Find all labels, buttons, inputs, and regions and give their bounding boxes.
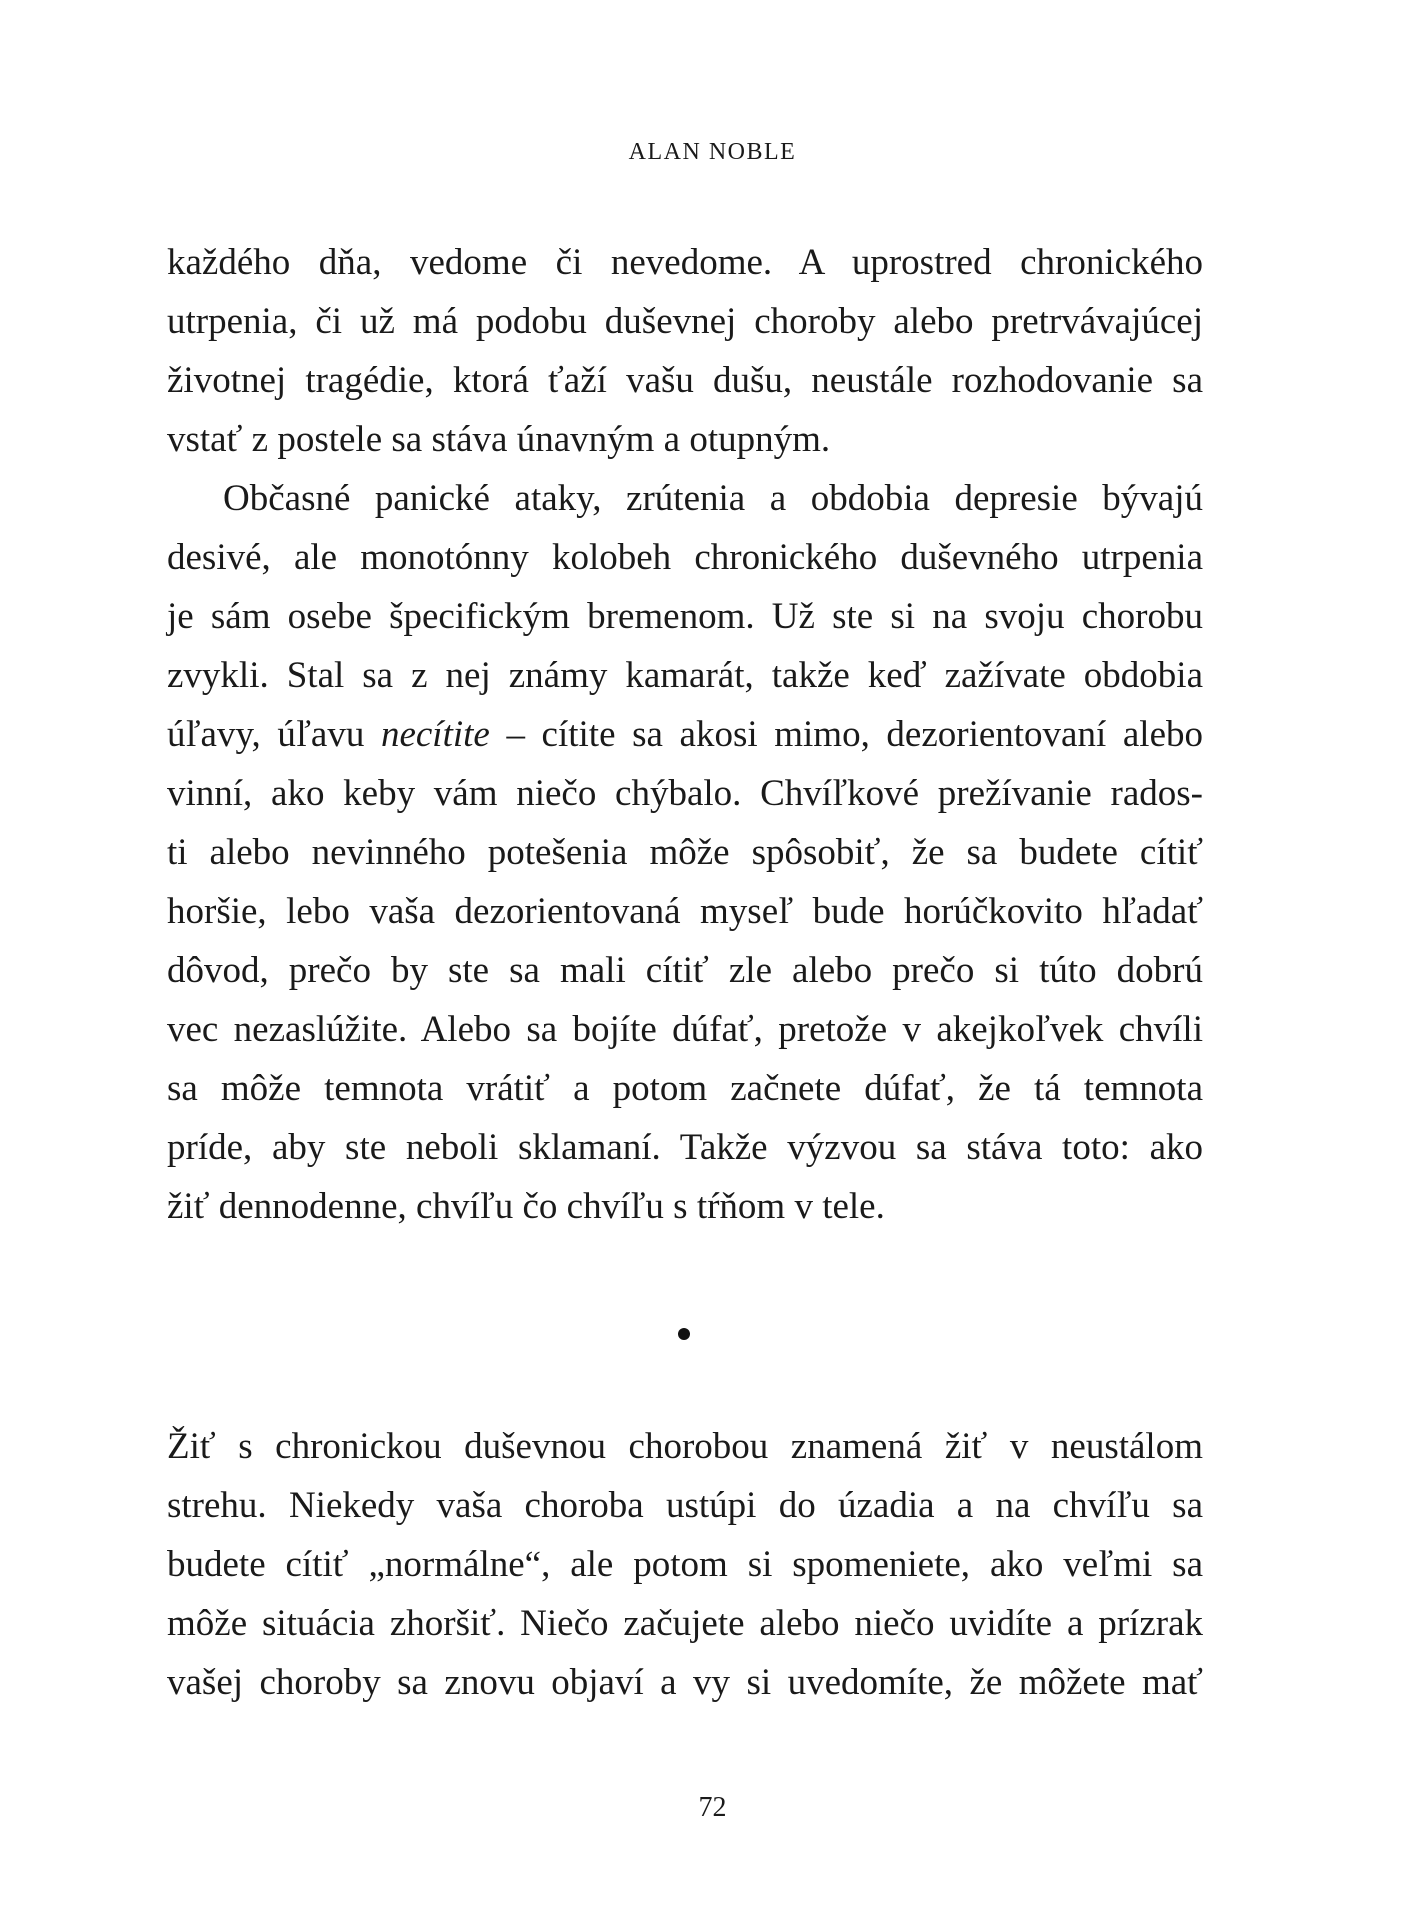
running-head: ALAN NOBLE [628,139,797,165]
text-line [167,292,1203,351]
line-text: sa môže temnota vrátiť a potom začnete dúfať, že tá temnota [167,1068,1203,1109]
line-text: žiť dennodenne, chvíľu čo chvíľu s tŕňom v tele. [167,1186,885,1227]
text-line [167,1417,1203,1476]
text-line [167,351,1203,410]
text-line [167,410,1203,469]
text-line [167,1118,1203,1177]
text-line [167,941,1203,1000]
page-number: 72 [698,1792,727,1823]
line-text: strehu. Niekedy vaša choroba ustúpi do úzadia a na chvíľu sa [167,1485,1203,1526]
text-line [167,469,1203,528]
text-line [167,1594,1203,1653]
line-text: utrpenia, či už má podobu duševnej choroby alebo pretrvávajúcej [167,301,1203,342]
text-line [167,882,1203,941]
line-text: Občasné panické ataky, zrútenia a obdobia depresie bývajú [223,478,1203,519]
line-text: ti alebo nevinného potešenia môže spôsobiť, že sa budete cítiť [167,832,1203,873]
text-line [167,705,1203,764]
emphasis-text: necítite [380,714,490,755]
text-line [167,1476,1203,1535]
text-line [167,823,1203,882]
text-line [167,233,1203,292]
line-text: vašej choroby sa znovu objaví a vy si uvedomíte, že môžete mať [167,1662,1203,1703]
line-text: dôvod, prečo by ste sa mali cítiť zle alebo prečo si túto dobrú [167,950,1203,991]
line-text: zvykli. Stal sa z nej známy kamarát, takže keď zažívate obdobia [167,655,1203,696]
line-text: Žiť s chronickou duševnou chorobou znamená žiť v neustálom [167,1426,1203,1467]
line-text: budete cítiť „normálne“, ale potom si spomeniete, ako veľmi sa [167,1544,1203,1585]
line-text: môže situácia zhoršiť. Niečo začujete alebo niečo uvidíte a prízrak [167,1603,1203,1644]
line-text: – cítite sa akosi mimo, dezorientovaní alebo [489,714,1203,755]
line-text: vinní, ako keby vám niečo chýbalo. Chvíľkové prežívanie rados- [167,773,1203,814]
text-line [167,587,1203,646]
section-break-bullet [678,1328,690,1340]
text-line [167,1535,1203,1594]
text-line [167,646,1203,705]
line-text: vec nezaslúžite. Alebo sa bojíte dúfať, pretože v akejkoľvek chvíli [167,1009,1203,1050]
text-line [167,1000,1203,1059]
line-text: desivé, ale monotónny kolobeh chronického duševného utrpenia [167,537,1203,578]
line-text: každého dňa, vedome či nevedome. A uprostred chronického [167,242,1203,283]
text-line [167,1653,1203,1712]
line-text: je sám osebe špecifickým bremenom. Už ste si na svoju chorobu [167,596,1203,637]
line-text: horšie, lebo vaša dezorientovaná myseľ bude horúčkovito hľadať [167,891,1203,932]
text-line [167,1177,1203,1236]
line-text: príde, aby ste neboli sklamaní. Takže výzvou sa stáva toto: ako [167,1127,1203,1168]
text-line [167,764,1203,823]
line-text: vstať z postele sa stáva únavným a otupným. [167,419,831,460]
line-text: životnej tragédie, ktorá ťaží vašu dušu, neustále rozhodovanie sa [167,360,1203,401]
line-text: úľavy, úľavu [167,714,381,755]
text-line [167,1059,1203,1118]
text-line [167,528,1203,587]
